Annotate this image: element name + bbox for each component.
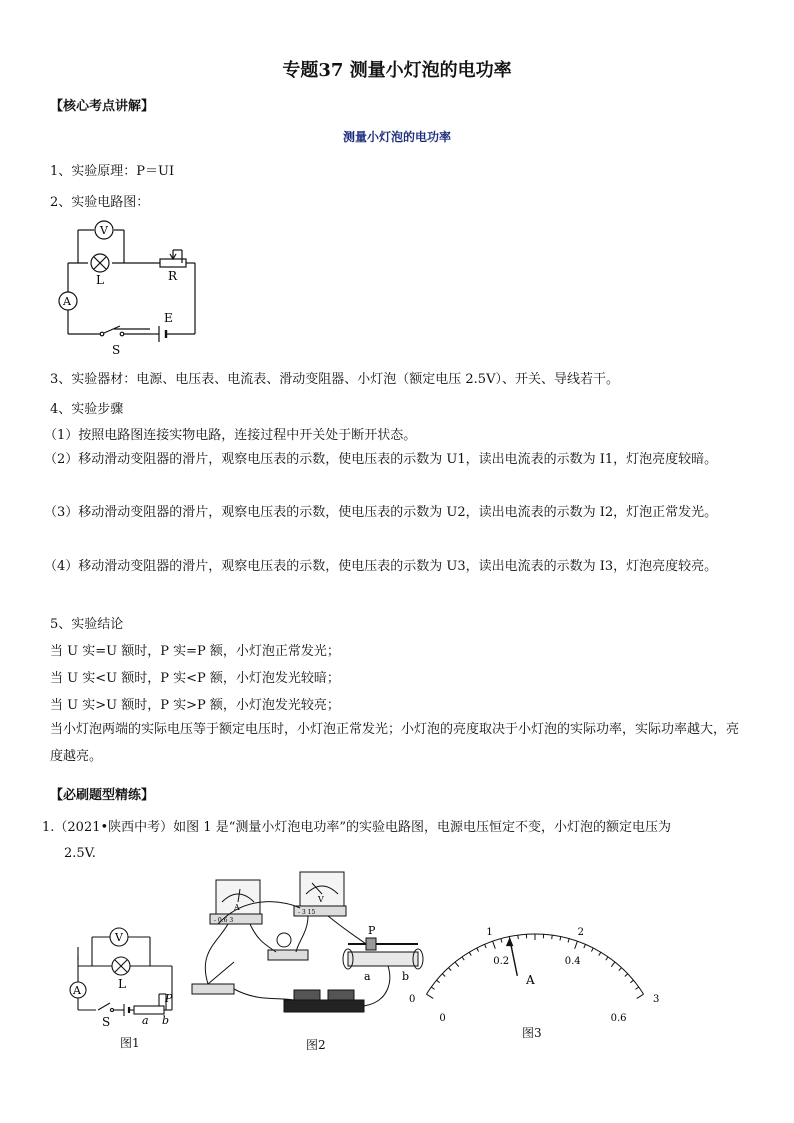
dial-tick [493,941,496,949]
dial-tick [477,948,479,952]
step-4: （4）移动滑动变阻器的滑片，观察电压表的示数，使电压表的示数为 U3，读出电流表的示数为 I3，灯泡亮度较亮。 [44,559,718,574]
dial-tick [485,944,487,948]
dial-tick [469,952,471,955]
figure-1-circuit [62,920,192,1030]
fig1-end-b-label: b [162,1014,170,1027]
dial-outer-label: 0 [408,993,416,1005]
equipment-line: 3、实验器材：电源、电压表、电流表、滑动变阻器、小灯泡（额定电压 2.5V）、开关、导线若干。 [50,372,619,387]
dial-arc [426,934,643,994]
fig1-end-a-label: a [142,1014,149,1027]
fig2-voltmeter-letter: V [318,895,324,904]
fig1-ammeter-label: A [73,984,81,997]
dial-tick [575,941,578,949]
fig1-switch-label: S [102,1015,111,1029]
dial-tick [455,962,459,967]
figure-3-dial [408,912,660,1024]
dial-tick [552,935,553,939]
circuit-ammeter-label: A [63,295,71,308]
dial-tick [637,994,644,998]
fig2-end-b-label: b [402,970,410,983]
circuit-voltmeter-label: V [100,224,108,237]
dial-tick [591,948,593,952]
dial-needle-head [507,939,513,946]
conclusion-3: 当 U 实>U 额时，P 实>P 额，小灯泡发光较亮； [50,698,340,713]
circuit-battery-label: E [164,311,173,325]
dial-tick [606,957,608,960]
dial-inner-label: 0.2 [493,956,510,968]
fig2-voltmeter-terminals: - 3 15 [298,909,316,916]
dial-tick [599,952,601,955]
section-subtitle: 测量小灯泡的电功率 [342,130,451,144]
dial-outer-label: 3 [653,993,660,1005]
dial-tick [611,962,615,967]
figure-2-caption: 图2 [306,1038,326,1052]
circuit-lamp-label: L [96,273,104,287]
dial-tick [462,957,464,960]
dial-inner-label: 0.6 [610,1012,627,1024]
steps-heading: 4、实验步骤 [50,402,124,417]
fig1-voltmeter-label: V [115,931,123,944]
step-2: （2）移动滑动变阻器的滑片，观察电压表的示数，使电压表的示数为 U1，读出电流表的示数为 I1，灯泡亮度较暗。 [44,452,718,467]
principle-line: 1、实验原理：P＝UI [50,164,175,179]
step-3: （3）移动滑动变阻器的滑片，观察电压表的示数，使电压表的示数为 U2，读出电流表的示数为 I2，灯泡正常发光。 [44,505,718,520]
conclusion-heading: 5、实验结论 [50,617,124,632]
dial-tick [501,939,502,943]
dial-tick [619,968,622,971]
figure-3-caption: 图3 [522,1026,542,1040]
conclusion-4: 当小灯泡两端的实际电压等于额定电压时，小灯泡正常发光；小灯泡的亮度取决于小灯泡的实际功率，实际功率越大，亮度越亮。 [50,722,740,764]
dial-tick [625,974,628,977]
dial-outer-label: 1 [486,926,493,938]
dial-outer-label: 2 [577,926,585,938]
circuit-diagram [50,212,210,362]
step-1: （1）按照电路图连接实物电路，连接过程中开关处于断开状态。 [44,428,417,443]
circuit-heading: 2、实验电路图： [50,195,150,210]
page-title: 专题37 测量小灯泡的电功率 [282,60,512,81]
dial-inner-label: 0.4 [564,956,581,968]
fig2-ammeter-terminals: - 0.6 3 [214,917,234,924]
fig1-slider-label: P [165,992,173,1005]
conclusion-1: 当 U 实=U 额时，P 实=P 额，小灯泡正常发光； [50,644,340,659]
circuit-rheostat-label: R [168,269,178,283]
fig2-end-a-label: a [364,970,371,983]
dial-inner-label: 0 [439,1012,446,1024]
dial-tick [635,987,638,989]
dial-tick [584,944,586,948]
fig2-ammeter-letter: A [234,903,240,912]
dial-tick [448,968,451,971]
dial-tick [442,974,445,977]
conclusion-2: 当 U 实<U 额时，P 实<P 额，小灯泡发光较暗； [50,671,340,686]
dial-tick [560,937,561,941]
dial-tick [630,980,633,983]
question-1-line-1: 1.（2021•陕西中考）如图 1 是“测量小灯泡电功率”的实验电路图，电源电压恒定不变，小灯泡的额定电压为 [42,820,671,835]
dial-tick [568,939,569,943]
fig1-lamp-label: L [118,977,126,991]
fig2-slider-label: P [368,924,376,937]
section-heading-practice: 【必刷题型精练】 [50,788,155,803]
figure-2-apparatus [188,872,438,1032]
section-heading-core: 【核心考点讲解】 [50,99,155,114]
fig3-unit-label: A [526,973,535,987]
circuit-switch-label: S [112,343,121,357]
figure-1-caption: 图1 [120,1036,140,1050]
dial-tick [518,935,519,939]
question-1-line-2: 2.5V. [64,846,96,861]
